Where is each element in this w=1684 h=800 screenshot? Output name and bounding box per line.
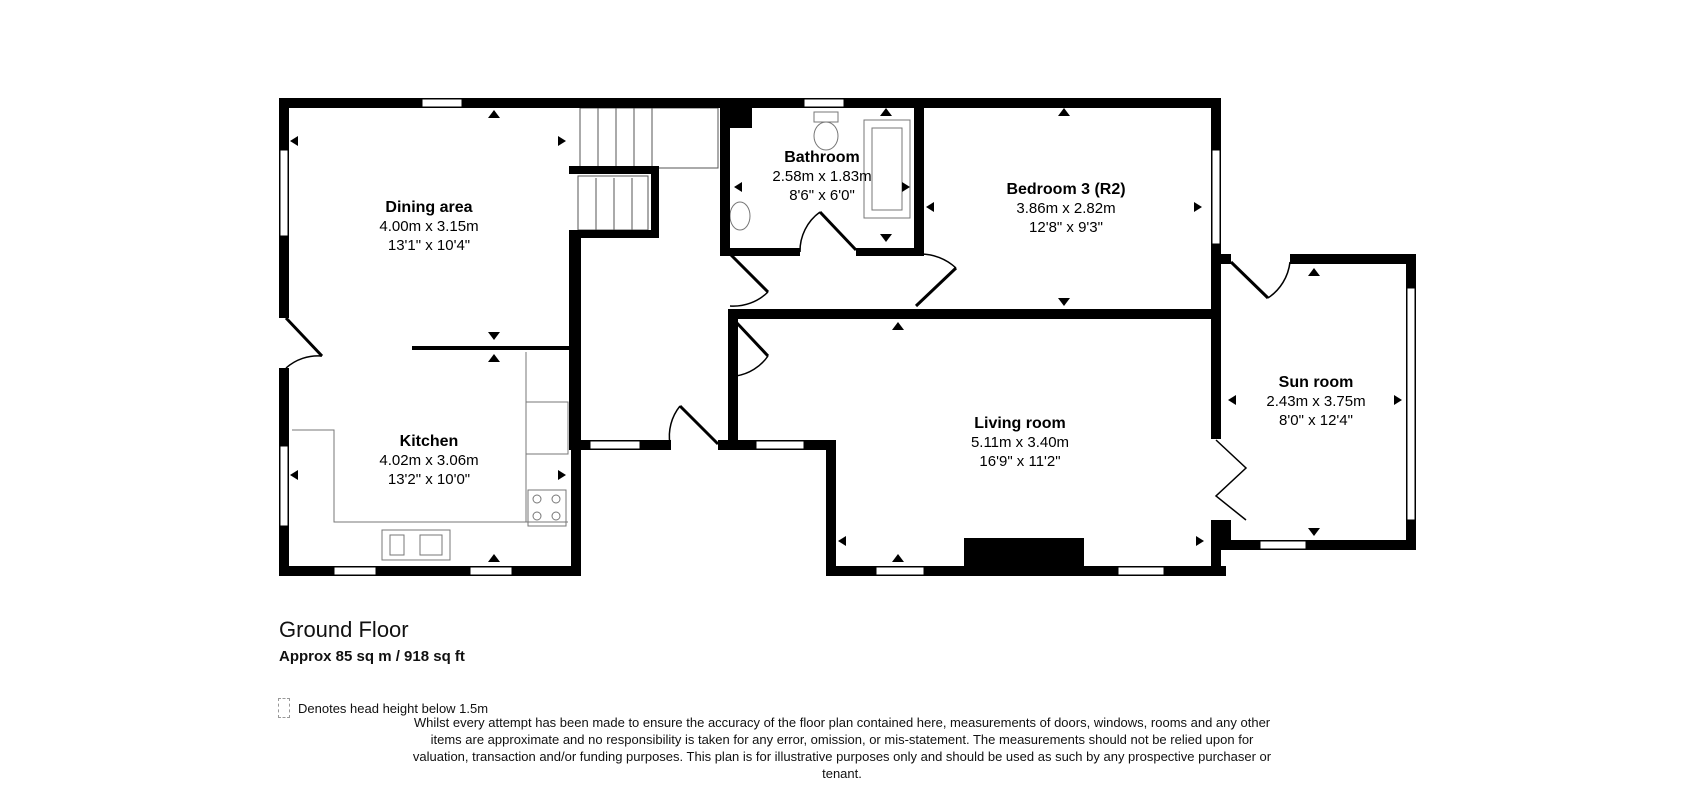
- room-kitchen: [379, 433, 478, 488]
- room-bathroom: [772, 149, 871, 204]
- room-dimensions-imperial: 12'8" x 9'3": [1029, 219, 1103, 236]
- room-bedroom-3: [1006, 181, 1125, 236]
- room-dimensions-imperial: 8'6" x 6'0": [789, 187, 855, 204]
- room-name: Bathroom: [784, 149, 860, 166]
- room-name: Bedroom 3 (R2): [1006, 181, 1126, 198]
- room-dimensions-metric: 2.58m x 1.83m: [772, 168, 872, 185]
- room-dimensions-metric: 5.11m x 3.40m: [970, 434, 1070, 451]
- room-name: Sun room: [1278, 374, 1354, 391]
- room-name: Dining area: [385, 199, 473, 216]
- legend-text: Denotes head height below 1.5m: [298, 700, 489, 716]
- room-dimensions-imperial: 13'2" x 10'0": [387, 471, 471, 488]
- room-name: Living room: [974, 415, 1066, 432]
- head-height-legend-swatch: [278, 698, 290, 718]
- room-living-room: [971, 415, 1069, 470]
- room-dimensions-imperial: 16'9" x 11'2": [979, 453, 1061, 470]
- floor-area: Approx 85 sq m / 918 sq ft: [279, 648, 465, 665]
- disclaimer: Whilst every attempt has been made to ensure the accuracy of the floor plan contained here, measurements of doors, windows, rooms and any other items are approximate and no responsibility is taken for any error, omission, or mis-statement. The measurements should not be relied upon for valuation, transaction and/or funding purposes. This plan is for illustrative purposes only and should be used as such by any prospective purchaser or tenant.: [412, 715, 1272, 781]
- room-dimensions-metric: 4.02m x 3.06m: [379, 452, 479, 469]
- floor-title: Ground Floor: [279, 617, 409, 642]
- room-dimensions-metric: 4.00m x 3.15m: [379, 218, 479, 235]
- room-sun-room: [1266, 374, 1365, 429]
- room-name: Kitchen: [399, 433, 459, 450]
- room-dimensions-imperial: 13'1" x 10'4": [387, 237, 471, 254]
- room-dimensions-metric: 3.86m x 2.82m: [1016, 200, 1116, 217]
- room-dining-area: [379, 199, 478, 254]
- room-dimensions-imperial: 8'0" x 12'4": [1279, 412, 1353, 429]
- room-dimensions-metric: 2.43m x 3.75m: [1266, 393, 1366, 410]
